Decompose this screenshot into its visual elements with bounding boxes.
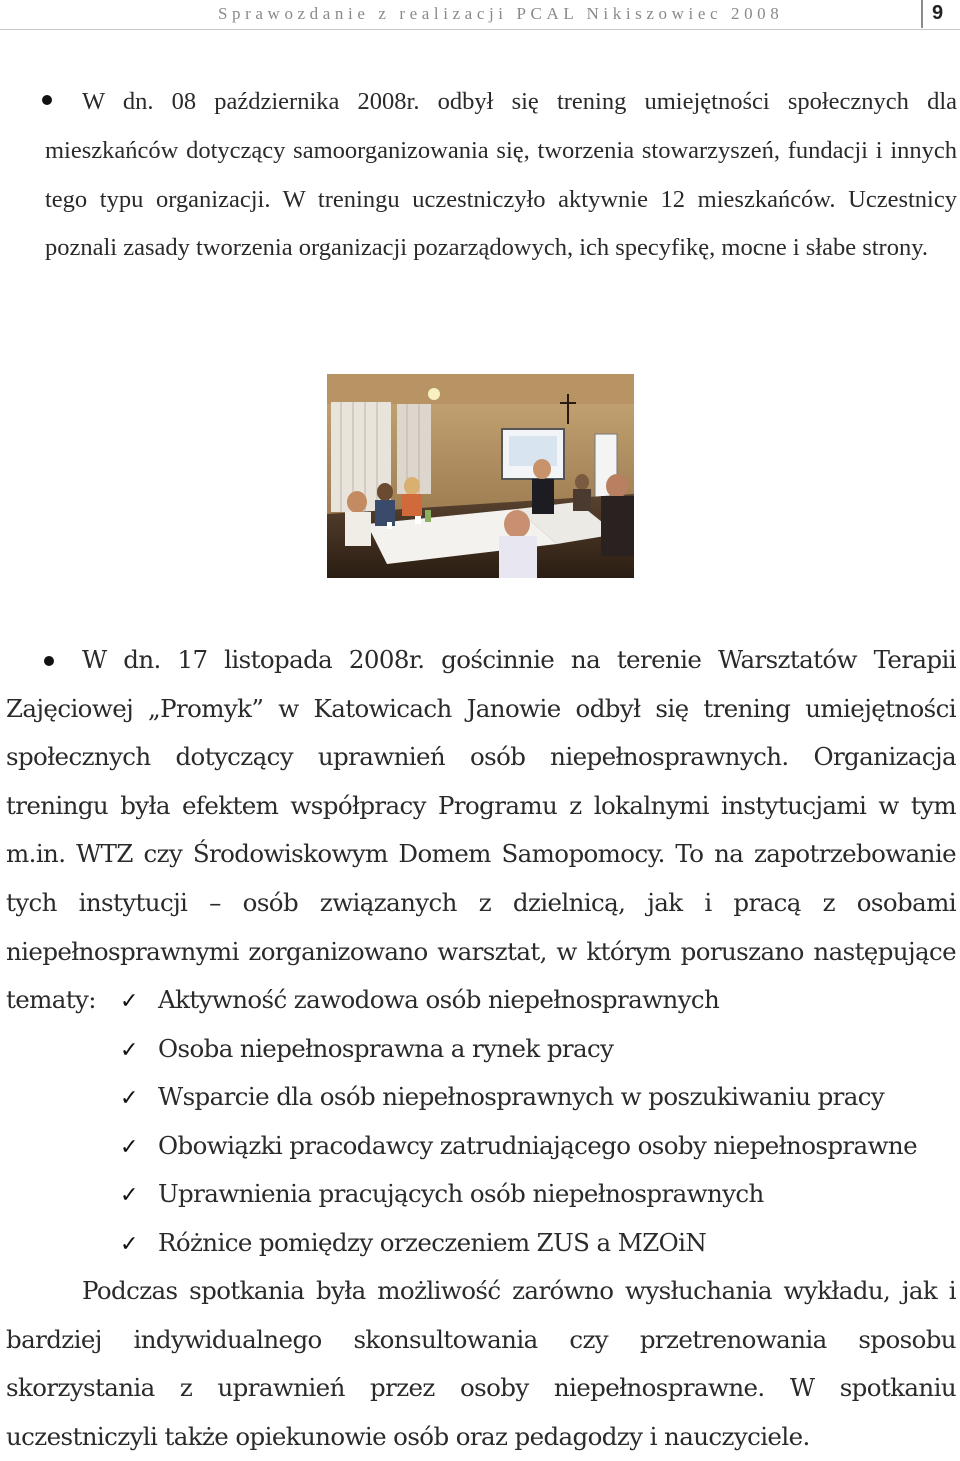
checkmark-icon: ✓	[120, 1086, 138, 1112]
checkmark-icon: ✓	[120, 1231, 138, 1257]
training-photo	[327, 374, 634, 578]
checkmark-icon: ✓	[120, 1037, 138, 1063]
running-header-title: Sprawozdanie z realizacji PCAL Nikiszowiec 2008	[218, 4, 784, 23]
list-item: ✓ Aktywność zawodowa osób niepełnosprawnych	[120, 976, 917, 1025]
header-separator	[921, 0, 923, 28]
checkmark-icon: ✓	[120, 1183, 138, 1209]
checkmark-icon: ✓	[120, 989, 138, 1014]
paragraph-training-november	[6, 636, 956, 1025]
checkmark-icon: ✓	[120, 1134, 138, 1160]
list-item: ✓ Obowiązki pracodawcy zatrudniającego osoby niepełnosprawne	[120, 1122, 917, 1171]
paragraph-text: Podczas spotkania była możliwość zarówno wysłuchania wykładu, jak i bardziej indywidualnego skonsultowania czy przetrenowania sposobu skorzystania z uprawnień przez osoby niepełnosprawne. W spotkaniu uczestniczyli także opiekunowie osób oraz pedagodzy i nauczyciele.	[6, 1276, 956, 1451]
page-header	[0, 0, 960, 30]
topics-checklist	[120, 976, 917, 1268]
list-item: ✓ Różnice pomiędzy orzeczeniem ZUS a MZOiN	[120, 1219, 917, 1268]
paragraph-training-october	[45, 78, 957, 273]
list-item: ✓ Uprawnienia pracujących osób niepełnosprawnych	[120, 1170, 917, 1219]
header-rule	[0, 29, 960, 30]
paragraph-text: W dn. 08 października 2008r. odbył się trening umiejętności społecznych dla mieszkańców dotyczący samoorganizowania się, tworzenia stowarzyszeń, fundacji i innych tego typu organizacji. W treningu uczestniczyło aktywnie 12 mieszkańców. Uczestnicy poznali zasady tworzenia organizacji pozarządowych, ich specyfikę, mocne i słabe strony.	[45, 88, 957, 262]
list-item: ✓ Wsparcie dla osób niepełnosprawnych w poszukiwaniu pracy	[120, 1073, 917, 1122]
page-number: 9	[932, 2, 944, 24]
paragraph-text: W dn. 17 listopada 2008r. gościnnie na terenie Warsztatów Terapii Zajęciowej „Promyk” w Katowicach Janowie odbył się trening umiejętności społecznych dotyczący uprawnień osób niepełnosprawnych. Organizacja treningu była efektem współpracy Programu z lokalnymi instytucjami w tym m.in. WTZ czy Środowiskowym Domem Samopomocy. To na zapotrzebowanie tych instytucji – osób związanych z dzielnicą, jak i pracą z osobami niepełnosprawnymi zorganizowano warsztat, w którym poruszano następujące tematy:	[6, 645, 956, 1015]
list-item: ✓ Osoba niepełnosprawna a rynek pracy	[120, 1025, 917, 1074]
paragraph-closing	[6, 1267, 956, 1461]
